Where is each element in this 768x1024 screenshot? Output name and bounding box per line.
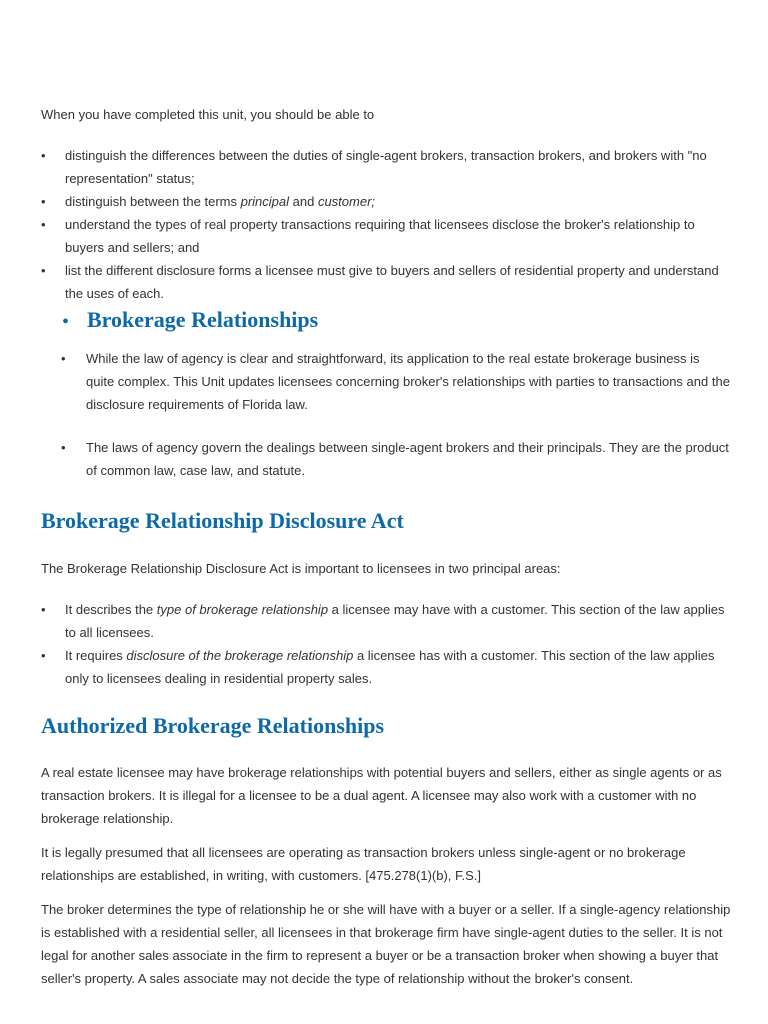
list-item: • distinguish between the terms principal and customer;: [41, 190, 731, 213]
section2-list: [41, 598, 731, 690]
list-item: • distinguish the differences between the duties of single-agent brokers, transaction brokers, and brokers with "no representation" status;: [41, 144, 731, 190]
paragraph: It is legally presumed that all licensees are operating as transaction brokers unless single-agent or no brokerage relationships are established, in writing, with customers. [475.278(1)(b), F.S.]: [41, 845, 686, 883]
bullet-icon: •: [62, 311, 70, 333]
section-heading-authorized-relationships: Authorized Brokerage Relationships: [41, 713, 385, 738]
section-heading-disclosure-act: Brokerage Relationship Disclosure Act: [41, 508, 404, 533]
paragraph: A real estate licensee may have brokerage relationships with potential buyers and sellers, either as single agents or as transaction brokers. It is illegal for a licensee to be a dual agent. A licensee may also work with a customer with no brokerage relationship.: [41, 765, 722, 826]
list-item: • While the law of agency is clear and straightforward, its application to the real estate brokerage business is quite complex. This Unit updates licensees concerning broker's relationships with parties to transactions and the disclosure requirements of Florida law.: [41, 347, 731, 416]
list-item: • The laws of agency govern the dealings between single-agent brokers and their principals. They are the product of common law, case law, and statute.: [41, 436, 731, 482]
list-item: • It describes the type of brokerage relationship a licensee may have with a customer. This section of the law applies to all licensees.: [41, 598, 731, 644]
section-heading-brokerage-relationships: • Brokerage Relationships: [62, 307, 319, 333]
paragraph: The broker determines the type of relationship he or she will have with a buyer or a seller. If a single-agency relationship is established with a residential seller, all licensees in that brokerage firm have single-agent duties to the seller. It is not legal for another sales associate in the firm to represent a buyer or be a transaction broker when showing a buyer that seller's property. A sales associate may not decide the type of relationship without the broker's consent.: [41, 902, 731, 986]
term-principal: principal: [240, 194, 290, 209]
list-item: • list the different disclosure forms a licensee must give to buyers and sellers of residential property and understand the uses of each.: [41, 259, 731, 305]
objectives-list: [41, 144, 731, 305]
document-page: [41, 103, 731, 990]
term-customer: customer;: [317, 194, 376, 209]
list-item: • understand the types of real property transactions requiring that licensees disclose the broker's relationship to buyers and sellers; and: [41, 213, 731, 259]
intro-text: When you have completed this unit, you should be able to: [41, 107, 375, 122]
section2-intro: The Brokerage Relationship Disclosure Act is important to licensees in two principal areas:: [41, 561, 561, 576]
list-item: • It requires disclosure of the brokerage relationship a licensee has with a customer. This section of the law applies only to licensees dealing in residential property sales.: [41, 644, 731, 690]
section1-list: [41, 347, 731, 482]
